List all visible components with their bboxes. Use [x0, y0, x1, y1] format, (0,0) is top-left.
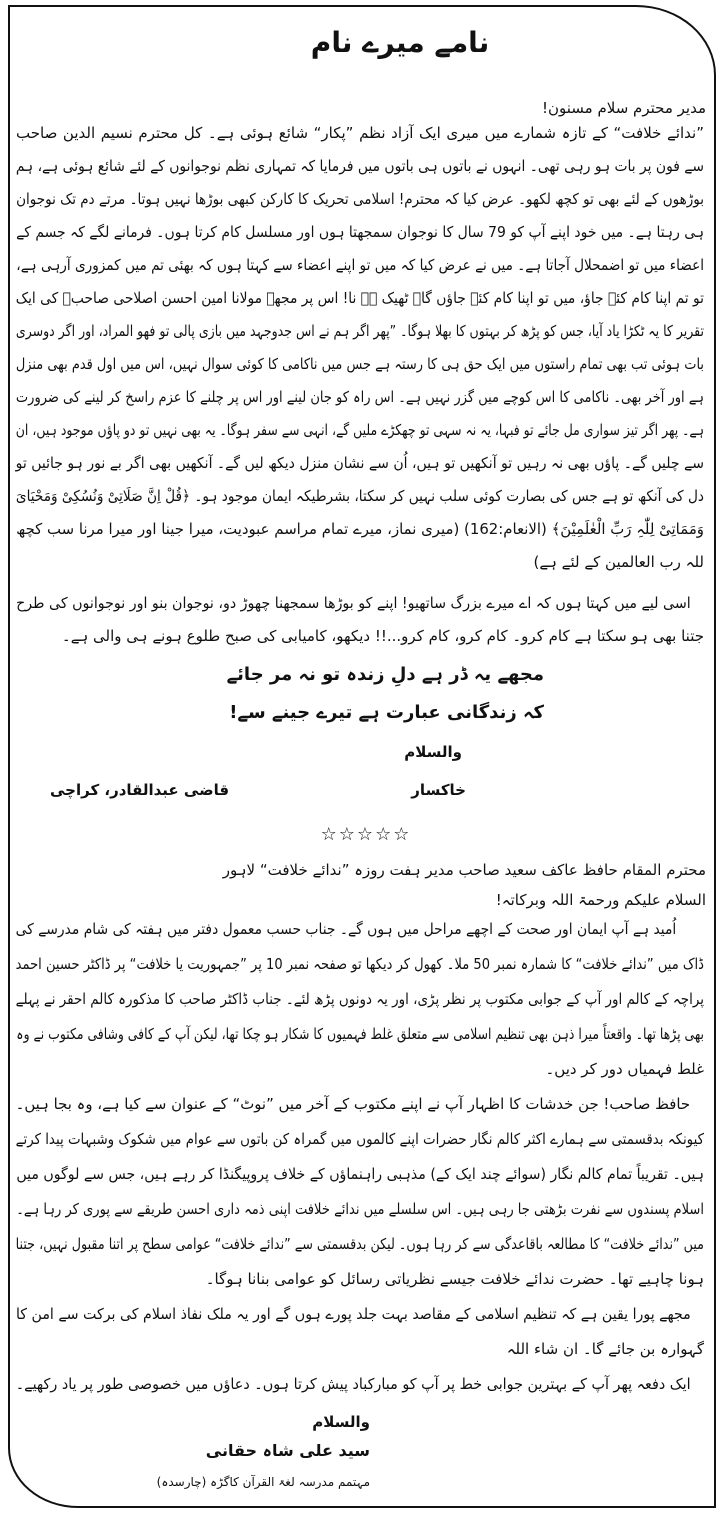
letter1-body — [16, 117, 704, 579]
body-line: میں ”ندائے خلافت“ کا مطالعہ باقاعدگی سے کر رہا ہوں۔ لیکن بدقسمتی سے ”ندائے خلافت“ عوامی سطح پر اتنا مقبول نہیں، جتنا — [15, 1235, 704, 1253]
body-line: ہونا چاہیے تھا۔ حضرت ندائے خلافت جیسے نظریاتی رسائل کو عوامی بنانا ہوگا۔ — [205, 1270, 704, 1288]
page-title: نامے میرے نام — [310, 26, 490, 59]
body-line: للہ رب العالمین کے لئے ہے) — [533, 553, 704, 571]
separator-stars: ☆☆☆☆☆ — [320, 824, 412, 845]
body-line: بوڑھوں کے لئے بھی تو کچھ لکھو۔ عرض کیا کہ محترم! اسلامی تحریک کا کارکن کبھی بوڑھا نہیں ہوتا۔ مرتے دم تک نوجوان — [16, 190, 704, 208]
body-line: اعضاء میں تو اضمحلال آجاتا ہے۔ میں نے عرض کیا کہ میں تو اپنے اعضاء سے کہتا ہوں کہ بھئی تم میں کمزوری آرہی ہے، — [16, 256, 704, 274]
body-line: بھی پڑھا تھا۔ واقعتاً میرا ذہن بھی تنظیم اسلامی سے متعلق غلط فہمیوں کا شکار ہو چکا تھا، لیکن آپ کے کافی وشافی مکتوب نے وہ — [16, 1025, 705, 1043]
body-line: سے چلیں گے۔ پاؤں بھی نہ رہیں تو آنکھیں تو ہیں، اُن سے نشان منزل دیکھ لیں گے۔ آنکھیں بھی اگر بے نور ہو جائیں تو — [15, 454, 705, 472]
letter1-humbly: خاکسار — [411, 781, 466, 799]
body-line: غلط فہمیاں دور کر دیں۔ — [545, 1060, 704, 1078]
body-line: تقریر کا یہ ٹکڑا یاد آیا، جس کو پڑھ کر بہتوں کا بھلا ہوگا۔ ”پھر اگر ہم نے اس جدوجہد میں بازی پالی تو فھو المراد، اور اگر دوسری — [15, 322, 704, 340]
body-line: ”ندائے خلافت“ کے تازہ شمارے میں میری ایک آزاد نظم ”پکار“ شائع ہوئی ہے۔ کل محترم نسیم الدین صاحب — [16, 124, 704, 142]
body-line: ہے۔ پھر اگر تیز سواری مل جائے تو فبہا، یہ نہ سہی تو چھکڑے ملیں گے، انہی سے سفر ہوگا۔ یہ بھی نہیں تو دو پاؤں موجود ہیں، ان — [15, 421, 705, 439]
poem-line: کہ زندگانی عبارت ہے تیرے جینے سے! — [229, 702, 544, 723]
letter1-author: قاضی عبدالقادر، کراچی — [50, 781, 230, 799]
poem-line: مجھے یہ ڈر ہے دلِ زندہ تو نہ مر جائے — [226, 664, 544, 685]
body-line: جتنا بھی ہو سکتا ہے کام کرو۔ کام کرو، کام کرو...!! دیکھو، کامیابی کی صبح طلوع ہونے ہی والی ہے۔ — [61, 627, 704, 645]
letter2-author-title: مہتمم مدرسہ لغۃ القرآن کاگڑہ (چارسدہ) — [156, 1475, 370, 1489]
body-line: اسلام پسندوں سے نفرت بڑھتی جا رہی ہیں۔ اس سلسلے میں ندائے خلافت اپنی ذمہ داری احسن طریقے سے پوری کر رہا ہے۔ — [16, 1200, 704, 1218]
body-line: اُمید ہے آپ ایمان اور صحت کے اچھے مراحل میں ہوں گے۔ جناب حسب معمول دفتر میں ہفتہ کی شام مدرسے کی — [15, 920, 677, 938]
body-line: حافظ صاحب! جن خدشات کا اظہار آپ نے اپنے مکتوب کے آخر میں ”نوٹ“ کے عنوان سے کیا ہے، وہ بجا ہیں۔ — [15, 1095, 691, 1113]
letter1-sign-off: والسلام — [404, 743, 462, 761]
body-line: دل کی آنکھ تو ہے جس کی بصارت کوئی سلب نہیں کر سکتا، بشرطیکہ ایمان موجود ہو۔ ﴿قُلْ اِنَّ صَلَاتِیْ وَنُسُکِیْ وَمَحْیَایَ — [15, 487, 705, 505]
body-line: ہیں۔ تقریباً تمام کالم نگار (سوائے چند ایک کے) مذہبی راہنماؤں کے خلاف پروپیگنڈا کر رہے ہیں، جس سے لوگوں میں — [16, 1165, 704, 1183]
letter2-greeting: السلام علیکم ورحمۃ اللہ وبرکاتہ! — [495, 891, 706, 909]
body-line: گہوارہ بن جائے گا۔ ان شاء اللہ — [506, 1340, 704, 1358]
body-line: تو تم اپنا کام کئے جاؤ، میں تو اپنا کام کئے جاؤں گا۔ ٹھیک ہے نا! اس پر مجھے مولانا امین احسن اصلاحی صاحبؒ کی ایک — [15, 289, 704, 307]
body-line: بات ہوئی تب بھی تمام راستوں میں ایک حق ہی کا رستہ ہے جس میں ناکامی کا کوئی سوال نہیں، اس میں اول قدم بھی منزل — [15, 355, 704, 373]
body-line: ایک دفعہ پھر آپ کے بہترین جوابی خط پر آپ کو مبارکباد پیش کرتا ہوں۔ دعاؤں میں خصوصی طور پر یاد رکھیے۔ — [15, 1375, 691, 1393]
body-line: مجھے پورا یقین ہے کہ تنظیم اسلامی کے مقاصد بہت جلد پورے ہوں گے اور یہ ملک نفاذ اسلام کی برکت سے امن کا — [15, 1305, 691, 1323]
letter2-sign-off: والسلام — [312, 1413, 370, 1431]
body-line: کیونکہ بدقسمتی سے ہمارے اکثر کالم نگار حضرات اپنے کالموں میں گمراہ کن باتوں سے عوام میں شکوک وشبہات پیدا کرتے — [15, 1130, 704, 1148]
letter1-closing — [16, 587, 704, 653]
letter2-body — [16, 912, 704, 1402]
letter2-address: محترم المقام حافظ عاکف سعید صاحب مدیر ہفت روزہ ”ندائے خلافت“ لاہور — [222, 861, 706, 879]
letter1-salutation: مدیر محترم سلام مسنون! — [542, 99, 706, 117]
body-line: سے فون پر بات ہو رہی تھی۔ انہوں نے باتوں ہی باتوں میں فرمایا کہ تمہاری نظم نوجوانوں کے لئے شائع ہوئی ہے، ہم — [15, 157, 704, 175]
body-line: اسی لیے میں کہتا ہوں کہ اے میرے بزرگ ساتھیو! اپنے کو بوڑھا سمجھنا چھوڑ دو، نوجوان بنو اور نوجوانوں کی طرح — [16, 594, 691, 612]
body-line: ہی رہتا ہے۔ میں خود اپنے آپ کو 79 سال کا نوجوان سمجھتا ہوں اور مسلسل کام کرتا ہوں۔ فرمانے لگے کہ جسم کے — [16, 223, 704, 241]
body-line: ڈاک میں ”ندائے خلافت“ کا شمارہ نمبر 50 ملا۔ کھول کر دیکھا تو صفحہ نمبر 10 پر ”جمہوریت یا خلافت“ پر ڈاکٹر حسین احمد — [15, 955, 704, 973]
body-line: ہے اور آخر بھی۔ ناکامی کا اس کوچے میں گزر نہیں ہے۔ اس راہ کو جان لینے اور اس پر چلنے کا عزم راسخ کر لینے کی ضرورت — [15, 388, 704, 406]
body-line: پراچہ کے کالم اور آپ کے جوابی مکتوب پر نظر پڑی، اور یہ دونوں پڑھ لئے۔ جناب ڈاکٹر صاحب کا مذکورہ کالم احقر نے پہلے — [15, 990, 704, 1008]
letter2-author: سید علی شاہ حقانی — [205, 1441, 370, 1460]
quran-verse-line: وَمَمَاتِیْ لِلّٰہِ رَبِّ الْعٰلَمِیْنَ﴾ (الانعام:162) (میری نماز، میرے تمام مراسم عبودیت، میرا جینا اور میرا مرنا سب کچھ — [16, 520, 704, 538]
